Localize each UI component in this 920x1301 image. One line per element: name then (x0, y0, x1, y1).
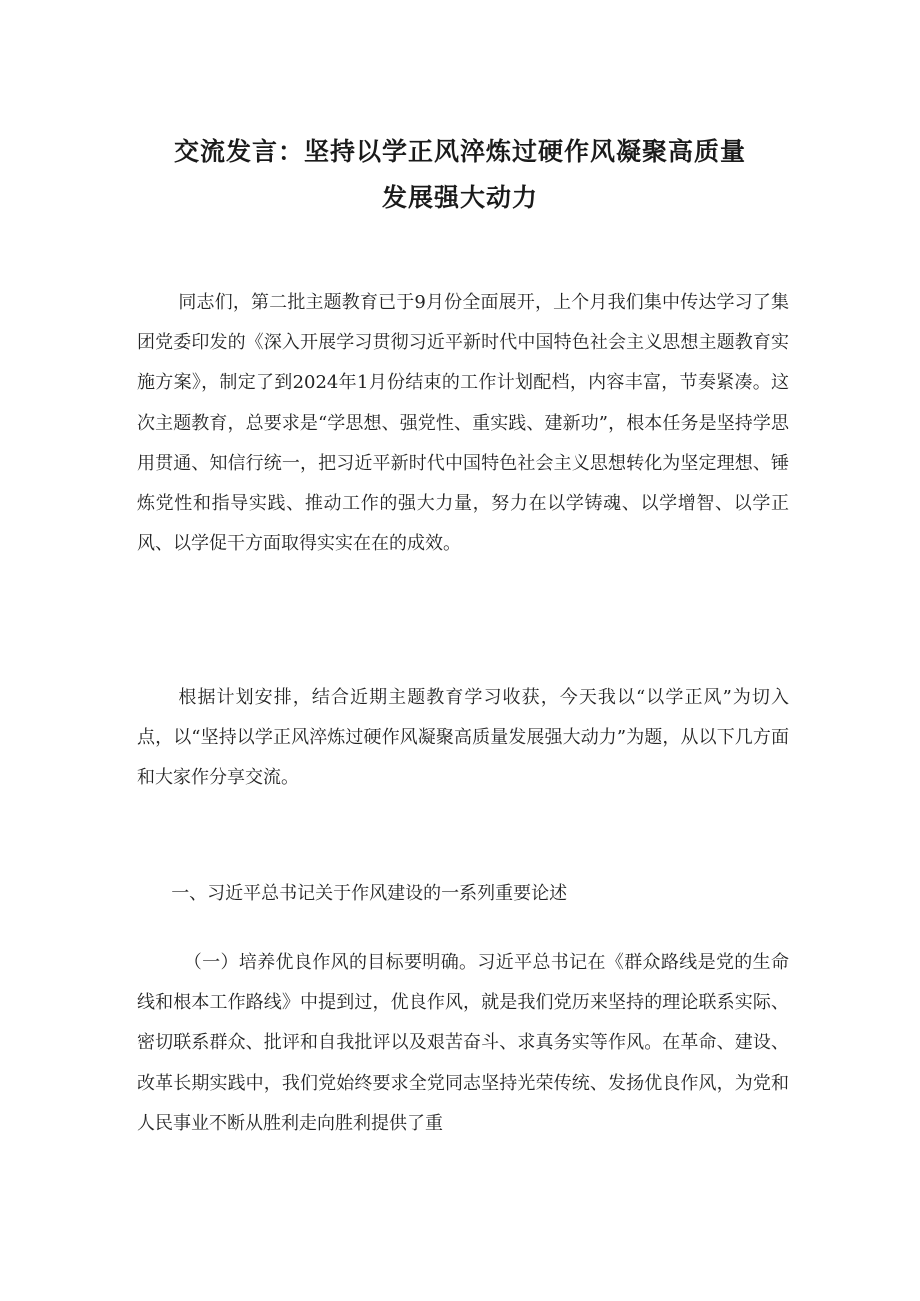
section-heading: 一、习近平总书记关于作风建设的一系列重要论述 (171, 883, 568, 904)
document-title (120, 129, 800, 221)
paragraph-topic: 根据计划安排，结合近期主题教育学习收获，今天我以“以学正风”为切入点，以“坚持以学正风淬炼过硬作风凝聚高质量发展强大动力”为题，从以下几方面和大家作分享交流。 (137, 687, 789, 789)
title-line-1: 交流发言：坚持以学正风淬炼过硬作风凝聚高质量 (173, 136, 746, 166)
title-line-2: 发展强大动力 (381, 182, 538, 212)
subsection-paragraph: （一）培养优良作风的目标要明确。习近平总书记在《群众路线是党的生命线和根本工作路线》中提到过，优良作风，就是我们党历来坚持的理论联系实际、密切联系群众、批评和自我批评以及艰苦奋斗、求真务实等作风。在革命、建设、改革长期实践中，我们党始终要求全党同志坚持光荣传统、发扬优良作风，为党和人民事业不断从胜利走向胜利提供了重 (137, 952, 789, 1134)
paragraph-intro: 同志们，第二批主题教育已于9月份全面展开，上个月我们集中传达学习了集团党委印发的《深入开展学习贯彻习近平新时代中国特色社会主义思想主题教育实施方案》，制定了到2024年1月份结束的工作计划配档，内容丰富，节奏紧凑。这次主题教育，总要求是“学思想、强党性、重实践、建新功”，根本任务是坚持学思用贯通、知信行统一，把习近平新时代中国特色社会主义思想转化为坚定理想、锤炼党性和指导实践、推动工作的强大力量，努力在以学铸魂、以学增智、以学正风、以学促干方面取得实实在在的成效。 (137, 292, 789, 555)
